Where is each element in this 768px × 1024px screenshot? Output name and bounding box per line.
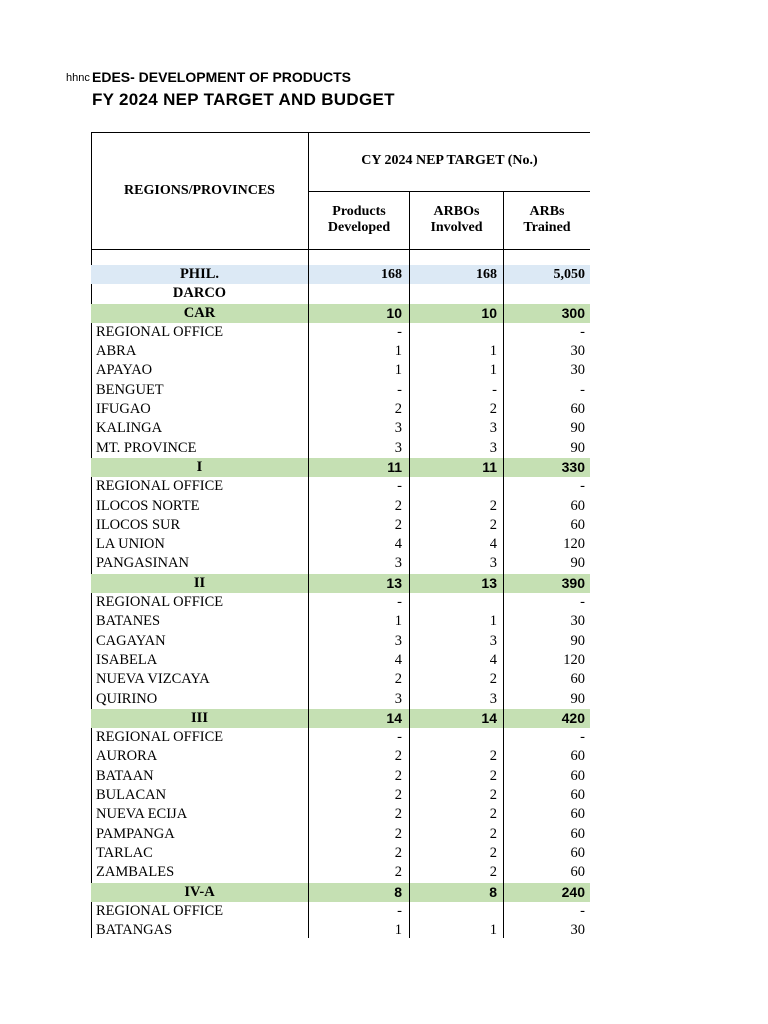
table-row bbox=[91, 690, 590, 709]
arbos-involved-value: 4 bbox=[489, 536, 497, 553]
arbs-trained-value: - bbox=[580, 323, 585, 340]
row-label: II bbox=[193, 574, 206, 591]
column-header-products-line1: Products bbox=[332, 204, 386, 219]
arbos-involved-value: 168 bbox=[476, 267, 497, 282]
arbos-involved-value: 2 bbox=[489, 497, 497, 514]
column-header-arbs-line2: Trained bbox=[523, 220, 571, 235]
arbs-trained-value: 420 bbox=[561, 709, 585, 726]
arbs-trained-value: 30 bbox=[570, 343, 585, 360]
arbs-trained-value: 90 bbox=[570, 420, 585, 437]
table-row bbox=[91, 381, 590, 400]
column-header-arbos bbox=[410, 204, 503, 236]
row-label: BATANES bbox=[96, 613, 161, 630]
products-developed-value: 2 bbox=[394, 825, 402, 842]
table-body bbox=[91, 265, 590, 938]
table-row bbox=[91, 323, 590, 342]
row-label: QUIRINO bbox=[96, 690, 158, 707]
table-row bbox=[91, 535, 590, 554]
products-developed-value: 2 bbox=[394, 671, 402, 688]
arbs-trained-value bbox=[504, 284, 585, 303]
products-developed-value: 2 bbox=[394, 748, 402, 765]
products-developed-value: 4 bbox=[394, 651, 402, 668]
table-row bbox=[91, 497, 590, 516]
row-label: BENGUET bbox=[96, 381, 164, 398]
row-label: REGIONAL OFFICE bbox=[96, 902, 224, 919]
table-row bbox=[91, 593, 590, 612]
row-label: REGIONAL OFFICE bbox=[96, 323, 224, 340]
row-label: ISABELA bbox=[96, 651, 158, 668]
arbs-trained-value: 60 bbox=[570, 767, 585, 784]
table-row bbox=[91, 921, 590, 938]
arbs-trained-value: 330 bbox=[561, 458, 585, 475]
row-label: AURORA bbox=[96, 748, 158, 765]
arbos-involved-value: 10 bbox=[481, 304, 497, 321]
row-label: ILOCOS NORTE bbox=[96, 497, 200, 514]
table-row bbox=[91, 477, 590, 496]
arbs-trained-value: 240 bbox=[561, 883, 585, 900]
table-row bbox=[91, 844, 590, 863]
arbs-trained-value: 390 bbox=[561, 574, 585, 591]
row-label: ILOCOS SUR bbox=[96, 516, 181, 533]
products-developed-value: 3 bbox=[394, 690, 402, 707]
arbos-involved-value: 13 bbox=[481, 574, 497, 591]
row-label: NUEVA ECIJA bbox=[96, 806, 188, 823]
body-divider-2 bbox=[409, 249, 410, 938]
row-label: REGIONAL OFFICE bbox=[96, 594, 224, 611]
column-header-regions: REGIONS/PROVINCES bbox=[124, 183, 275, 198]
arbos-involved-value: 2 bbox=[489, 401, 497, 418]
arbos-involved-value bbox=[410, 323, 497, 342]
table-top-border bbox=[91, 132, 590, 133]
arbs-trained-value: 120 bbox=[563, 651, 585, 668]
products-developed-value: 3 bbox=[394, 632, 402, 649]
row-label: CAGAYAN bbox=[96, 632, 166, 649]
arbs-trained-value: - bbox=[580, 381, 585, 398]
region-row bbox=[91, 574, 590, 593]
arbs-trained-value: - bbox=[580, 478, 585, 495]
table-row bbox=[91, 632, 590, 651]
products-developed-value: 3 bbox=[394, 439, 402, 456]
arbs-trained-value: 60 bbox=[570, 825, 585, 842]
row-label: LA UNION bbox=[96, 536, 165, 553]
table-row bbox=[91, 825, 590, 844]
arbos-involved-value: 1 bbox=[489, 343, 497, 360]
total-row bbox=[91, 265, 590, 284]
products-developed-value bbox=[309, 284, 402, 303]
table-row bbox=[91, 786, 590, 805]
arbos-involved-value: 4 bbox=[489, 651, 497, 668]
arbs-trained-value: 60 bbox=[570, 671, 585, 688]
table-row bbox=[91, 651, 590, 670]
arbs-trained-value: 60 bbox=[570, 401, 585, 418]
body-divider-1 bbox=[308, 249, 309, 938]
arbos-involved-value: 3 bbox=[489, 420, 497, 437]
row-label: REGIONAL OFFICE bbox=[96, 478, 224, 495]
products-developed-value: 13 bbox=[386, 574, 402, 591]
arbos-involved-value: 14 bbox=[481, 709, 497, 726]
column-header-arbs bbox=[504, 204, 590, 236]
row-label: TARLAC bbox=[96, 844, 153, 861]
arbs-trained-value: 60 bbox=[570, 748, 585, 765]
region-row bbox=[91, 883, 590, 902]
products-developed-value: 14 bbox=[386, 709, 402, 726]
row-label: PANGASINAN bbox=[96, 555, 189, 572]
arbs-trained-value: 90 bbox=[570, 690, 585, 707]
table-row bbox=[91, 284, 590, 303]
products-developed-value: 2 bbox=[394, 844, 402, 861]
products-developed-value: - bbox=[397, 478, 402, 495]
arbs-trained-value: 120 bbox=[563, 536, 585, 553]
arbs-trained-value: 60 bbox=[570, 844, 585, 861]
row-label: CAR bbox=[183, 304, 216, 321]
group-header-underline bbox=[308, 191, 590, 192]
arbs-trained-value: 60 bbox=[570, 864, 585, 881]
cell-prefix-text: hhnc bbox=[66, 72, 90, 84]
products-developed-value: 1 bbox=[394, 922, 402, 938]
products-developed-value: 2 bbox=[394, 787, 402, 804]
arbs-trained-value: 90 bbox=[570, 632, 585, 649]
arbos-involved-value bbox=[410, 593, 497, 612]
arbos-involved-value: 1 bbox=[489, 613, 497, 630]
row-label: PAMPANGA bbox=[96, 825, 175, 842]
arbos-involved-value: - bbox=[492, 381, 497, 398]
arbos-involved-value: 3 bbox=[489, 632, 497, 649]
region-row bbox=[91, 709, 590, 728]
arbos-involved-value: 2 bbox=[489, 787, 497, 804]
table-row bbox=[91, 670, 590, 689]
arbos-involved-value: 2 bbox=[489, 671, 497, 688]
arbs-trained-value: 60 bbox=[570, 806, 585, 823]
table-row bbox=[91, 805, 590, 824]
table-row bbox=[91, 361, 590, 380]
products-developed-value: - bbox=[397, 381, 402, 398]
arbs-trained-value: 60 bbox=[570, 787, 585, 804]
arbs-trained-value: 30 bbox=[570, 362, 585, 379]
arbs-trained-value: 60 bbox=[570, 516, 585, 533]
products-developed-value: 1 bbox=[394, 362, 402, 379]
products-developed-value: - bbox=[397, 323, 402, 340]
arbos-involved-value bbox=[410, 477, 497, 496]
row-label: APAYAO bbox=[96, 362, 153, 379]
table-row bbox=[91, 439, 590, 458]
arbs-trained-value: 30 bbox=[570, 922, 585, 938]
row-label: NUEVA VIZCAYA bbox=[96, 671, 210, 688]
arbos-involved-value bbox=[410, 728, 497, 747]
products-developed-value: 10 bbox=[386, 304, 402, 321]
products-developed-value: 2 bbox=[394, 864, 402, 881]
group-header-target: CY 2024 NEP TARGET (No.) bbox=[361, 153, 538, 168]
products-developed-value: 4 bbox=[394, 536, 402, 553]
column-header-arbos-line2: Involved bbox=[430, 220, 483, 235]
products-developed-value: 2 bbox=[394, 401, 402, 418]
arbos-involved-value: 8 bbox=[489, 883, 497, 900]
arbs-trained-value: 5,050 bbox=[553, 267, 585, 282]
products-developed-value: 168 bbox=[381, 267, 402, 282]
arbos-involved-value: 2 bbox=[489, 825, 497, 842]
products-developed-value: 2 bbox=[394, 516, 402, 533]
column-header-products-line2: Developed bbox=[327, 220, 391, 235]
row-label: III bbox=[191, 709, 208, 726]
arbos-involved-value: 2 bbox=[489, 864, 497, 881]
sheet-subtitle: EDES- DEVELOPMENT OF PRODUCTS bbox=[92, 69, 352, 85]
row-label: I bbox=[196, 458, 203, 475]
arbos-involved-value: 2 bbox=[489, 806, 497, 823]
row-label: KALINGA bbox=[96, 420, 163, 437]
column-header-arbs-line1: ARBs bbox=[529, 204, 565, 219]
row-label: ZAMBALES bbox=[96, 864, 175, 881]
products-developed-value: - bbox=[397, 594, 402, 611]
table-row bbox=[91, 902, 590, 921]
arbos-involved-value: 2 bbox=[489, 767, 497, 784]
sheet-title: FY 2024 NEP TARGET AND BUDGET bbox=[92, 90, 395, 109]
arbos-involved-value bbox=[410, 284, 497, 303]
arbos-involved-value: 1 bbox=[489, 362, 497, 379]
arbos-involved-value bbox=[410, 902, 497, 921]
table-row bbox=[91, 747, 590, 766]
row-label: PHIL. bbox=[179, 266, 220, 282]
table-row bbox=[91, 400, 590, 419]
column-header-arbos-line1: ARBOs bbox=[433, 204, 480, 219]
products-developed-value: - bbox=[397, 902, 402, 919]
arbs-trained-value: - bbox=[580, 594, 585, 611]
products-developed-value: 3 bbox=[394, 555, 402, 572]
row-label: BATAAN bbox=[96, 767, 154, 784]
arbos-involved-value: 2 bbox=[489, 748, 497, 765]
arbos-involved-value: 2 bbox=[489, 516, 497, 533]
products-developed-value: - bbox=[397, 729, 402, 746]
products-developed-value: 1 bbox=[394, 613, 402, 630]
row-label: BULACAN bbox=[96, 787, 167, 804]
products-developed-value: 2 bbox=[394, 497, 402, 514]
products-developed-value: 3 bbox=[394, 420, 402, 437]
table-row bbox=[91, 342, 590, 361]
row-label: MT. PROVINCE bbox=[96, 439, 197, 456]
arbs-trained-value: 90 bbox=[570, 555, 585, 572]
target-table bbox=[91, 132, 590, 938]
table-row bbox=[91, 419, 590, 438]
table-row bbox=[91, 554, 590, 573]
products-developed-value: 11 bbox=[387, 458, 402, 475]
products-developed-value: 2 bbox=[394, 806, 402, 823]
region-row bbox=[91, 458, 590, 477]
products-developed-value: 8 bbox=[394, 883, 402, 900]
table-row bbox=[91, 767, 590, 786]
arbs-trained-value: - bbox=[580, 902, 585, 919]
arbos-involved-value: 1 bbox=[489, 922, 497, 938]
header-bottom-border bbox=[91, 249, 590, 250]
arbs-trained-value: 90 bbox=[570, 439, 585, 456]
row-label: IV-A bbox=[184, 883, 215, 900]
column-header-products bbox=[309, 204, 409, 236]
table-row bbox=[91, 728, 590, 747]
arbs-trained-value: - bbox=[580, 729, 585, 746]
arbos-involved-value: 3 bbox=[489, 690, 497, 707]
row-label: IFUGAO bbox=[96, 401, 151, 418]
arbs-trained-value: 60 bbox=[570, 497, 585, 514]
table-row bbox=[91, 516, 590, 535]
table-row bbox=[91, 863, 590, 882]
row-label: ABRA bbox=[96, 343, 137, 360]
arbos-involved-value: 2 bbox=[489, 844, 497, 861]
arbs-trained-value: 300 bbox=[561, 304, 585, 321]
arbos-involved-value: 3 bbox=[489, 439, 497, 456]
products-developed-value: 2 bbox=[394, 767, 402, 784]
arbos-involved-value: 11 bbox=[482, 458, 497, 475]
body-divider-3 bbox=[503, 249, 504, 938]
arbs-trained-value: 30 bbox=[570, 613, 585, 630]
region-row bbox=[91, 304, 590, 323]
row-label: BATANGAS bbox=[96, 922, 173, 938]
products-developed-value: 1 bbox=[394, 343, 402, 360]
table-row bbox=[91, 612, 590, 631]
arbos-involved-value: 3 bbox=[489, 555, 497, 572]
row-label: REGIONAL OFFICE bbox=[96, 729, 224, 746]
row-label: DARCO bbox=[172, 285, 227, 302]
